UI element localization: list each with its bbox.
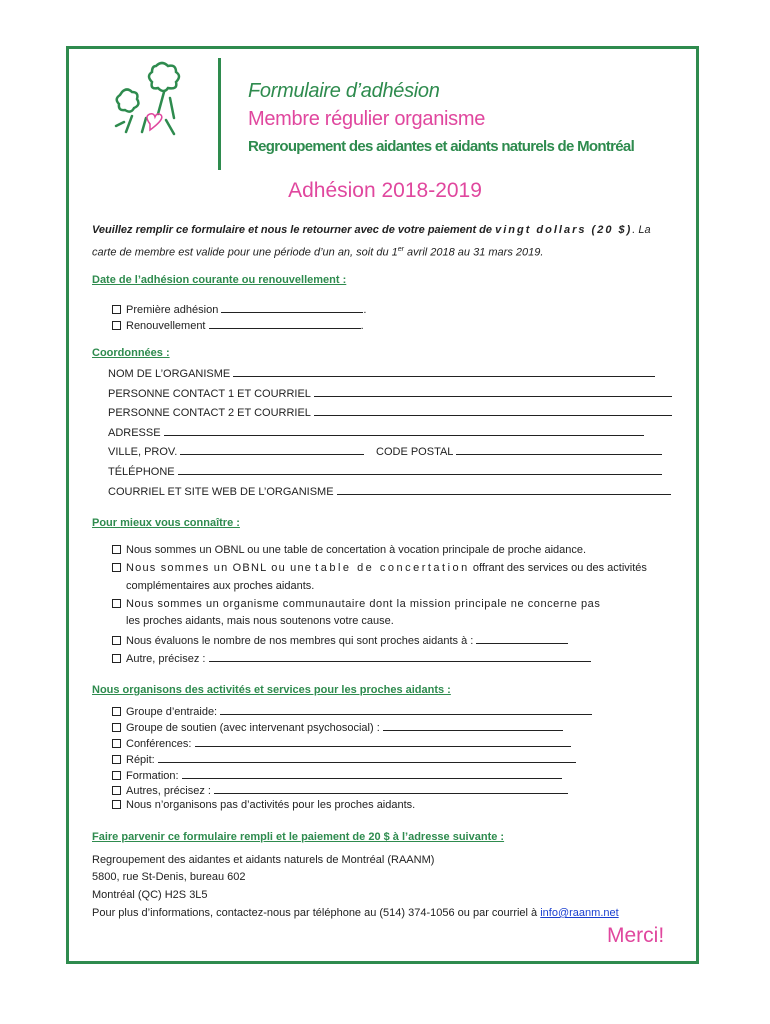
- option-renewal[interactable]: Renouvellement .: [112, 318, 364, 332]
- address-line-2: 5800, rue St-Denis, bureau 602: [92, 871, 246, 883]
- info-line: [92, 907, 619, 919]
- option-label: Répit:: [126, 754, 155, 766]
- option-label-spaced: table de concertation: [315, 562, 470, 574]
- field-blank[interactable]: [164, 425, 644, 436]
- address-line-3: Montréal (QC) H2S 3L5: [92, 889, 208, 901]
- activity-blank[interactable]: [214, 783, 568, 794]
- field-label: TÉLÉPHONE: [108, 466, 175, 478]
- option-label: Groupe d’entraide:: [126, 706, 218, 718]
- checkbox[interactable]: [112, 305, 121, 314]
- activity-entraide[interactable]: [112, 704, 592, 718]
- checkbox[interactable]: [112, 636, 121, 645]
- form-title: Formulaire d’adhésion: [248, 80, 440, 102]
- field-blank[interactable]: [456, 444, 662, 455]
- date-blank-2[interactable]: [209, 318, 361, 329]
- checkbox[interactable]: [112, 800, 121, 809]
- activity-conferences[interactable]: [112, 736, 571, 750]
- section-send-heading: Faire parvenir ce formulaire rempli et le paiement de 20 $ à l’adresse suivante :: [92, 831, 505, 843]
- option-label: Formation:: [126, 770, 179, 782]
- field-contact2[interactable]: [108, 405, 672, 419]
- field-email-web[interactable]: [108, 484, 671, 498]
- email-link[interactable]: info@raanm.net: [540, 907, 619, 919]
- checkbox[interactable]: [112, 739, 121, 748]
- field-label: CODE POSTAL: [376, 446, 454, 458]
- section-contact-heading: Coordonnées :: [92, 347, 170, 359]
- checkbox[interactable]: [112, 771, 121, 780]
- checkbox[interactable]: [112, 723, 121, 732]
- option-label: Groupe de soutien (avec intervenant psychosocial) :: [126, 722, 380, 734]
- info-text: Pour plus d’informations, contactez-nous par téléphone au (514) 374-1056 ou par courriel à: [92, 907, 538, 919]
- checkbox[interactable]: [112, 654, 121, 663]
- checkbox[interactable]: [112, 707, 121, 716]
- field-blank[interactable]: [178, 464, 662, 475]
- checkbox[interactable]: [112, 755, 121, 764]
- field-label: PERSONNE CONTACT 2 ET COURRIEL: [108, 407, 311, 419]
- intro-part3: avril 2018 au 31 mars 2019.: [403, 246, 544, 259]
- field-address[interactable]: [108, 425, 644, 439]
- option-label: Nous sommes un OBNL ou une: [126, 562, 313, 574]
- field-postal[interactable]: [376, 444, 662, 458]
- checkbox[interactable]: [112, 786, 121, 795]
- option-label: Conférences:: [126, 738, 192, 750]
- checkbox[interactable]: [112, 563, 121, 572]
- option-label: Autres, précisez :: [126, 785, 211, 797]
- checkbox[interactable]: [112, 599, 121, 608]
- activity-blank[interactable]: [182, 768, 562, 779]
- count-blank[interactable]: [476, 633, 568, 644]
- field-label: PERSONNE CONTACT 1 ET COURRIEL: [108, 388, 311, 400]
- field-phone[interactable]: [108, 464, 662, 478]
- option-label: Nous sommes un OBNL ou une table de concertation à vocation principale de proche aidance.: [126, 544, 587, 556]
- activity-formation[interactable]: [112, 768, 562, 782]
- field-city[interactable]: [108, 444, 364, 458]
- option-label: Nous n’organisons pas d’activités pour les proches aidants.: [126, 799, 416, 811]
- section-activities-heading: Nous organisons des activités et services pour les proches aidants :: [92, 684, 451, 696]
- activity-soutien[interactable]: [112, 720, 563, 734]
- address-line-1: Regroupement des aidantes et aidants naturels de Montréal (RAANM): [92, 854, 435, 866]
- activity-blank[interactable]: [158, 752, 576, 763]
- option-label: Autre, précisez :: [126, 653, 206, 665]
- checkbox[interactable]: [112, 545, 121, 554]
- intro-amount: vingt dollars (20 $): [495, 224, 633, 236]
- field-blank[interactable]: [337, 484, 671, 495]
- other-blank[interactable]: [209, 651, 591, 662]
- logo-icon: [104, 58, 196, 150]
- activity-blank[interactable]: [195, 736, 571, 747]
- intro-part1: Veuillez remplir ce formulaire et nous le retourner avec de votre paiement de: [92, 224, 493, 236]
- field-blank[interactable]: [180, 444, 364, 455]
- intro-text: [92, 220, 672, 263]
- activity-autres[interactable]: [112, 783, 568, 797]
- field-label: NOM DE L’ORGANISME: [108, 368, 231, 380]
- field-blank[interactable]: [314, 405, 672, 416]
- field-org-name[interactable]: [108, 366, 655, 380]
- field-contact1[interactable]: [108, 386, 672, 400]
- membership-year-title: Adhésion 2018-2019: [288, 179, 482, 202]
- option-first-membership[interactable]: Première adhésion .: [112, 302, 366, 316]
- option-obnl-complementary-cont: complémentaires aux proches aidants.: [126, 580, 315, 592]
- intro-part2: . La carte de membre est valide pour une période d’un an, soit du 1: [92, 224, 651, 259]
- closing-thanks: Merci!: [607, 924, 665, 947]
- option-label: Première adhésion: [126, 304, 219, 316]
- field-blank[interactable]: [233, 366, 655, 377]
- option-community-org[interactable]: [112, 598, 600, 610]
- checkbox[interactable]: [112, 321, 121, 330]
- option-label: offrant des services ou des activités: [472, 562, 647, 574]
- option-label: Nous évaluons le nombre de nos membres qui sont proches aidants à :: [126, 635, 474, 647]
- option-community-org-cont: les proches aidants, mais nous soutenons votre cause.: [126, 615, 394, 627]
- organization-name: Regroupement des aidantes et aidants naturels de Montréal: [248, 138, 635, 155]
- field-label: VILLE, PROV.: [108, 446, 178, 458]
- activity-blank[interactable]: [220, 704, 592, 715]
- field-label: COURRIEL ET SITE WEB DE L’ORGANISME: [108, 486, 334, 498]
- option-member-count[interactable]: [112, 633, 568, 647]
- field-label: ADRESSE: [108, 427, 161, 439]
- option-label: Renouvellement: [126, 320, 206, 332]
- form-subtitle: Membre régulier organisme: [248, 108, 486, 130]
- section-date-heading: Date de l’adhésion courante ou renouvellement :: [92, 274, 347, 286]
- option-label: Nous sommes un organisme communautaire dont la mission principale ne concerne pas: [126, 598, 601, 610]
- option-obnl-complementary[interactable]: [112, 562, 647, 574]
- activity-blank[interactable]: [383, 720, 563, 731]
- date-blank-1[interactable]: [221, 302, 363, 313]
- activity-none[interactable]: [112, 799, 415, 811]
- activity-repit[interactable]: [112, 752, 576, 766]
- header-divider: [218, 58, 221, 170]
- option-obnl-principal[interactable]: [112, 544, 586, 556]
- field-blank[interactable]: [314, 386, 672, 397]
- section-know-heading: Pour mieux vous connaître :: [92, 517, 240, 529]
- option-other[interactable]: [112, 651, 591, 665]
- intro-sup: er: [397, 246, 404, 253]
